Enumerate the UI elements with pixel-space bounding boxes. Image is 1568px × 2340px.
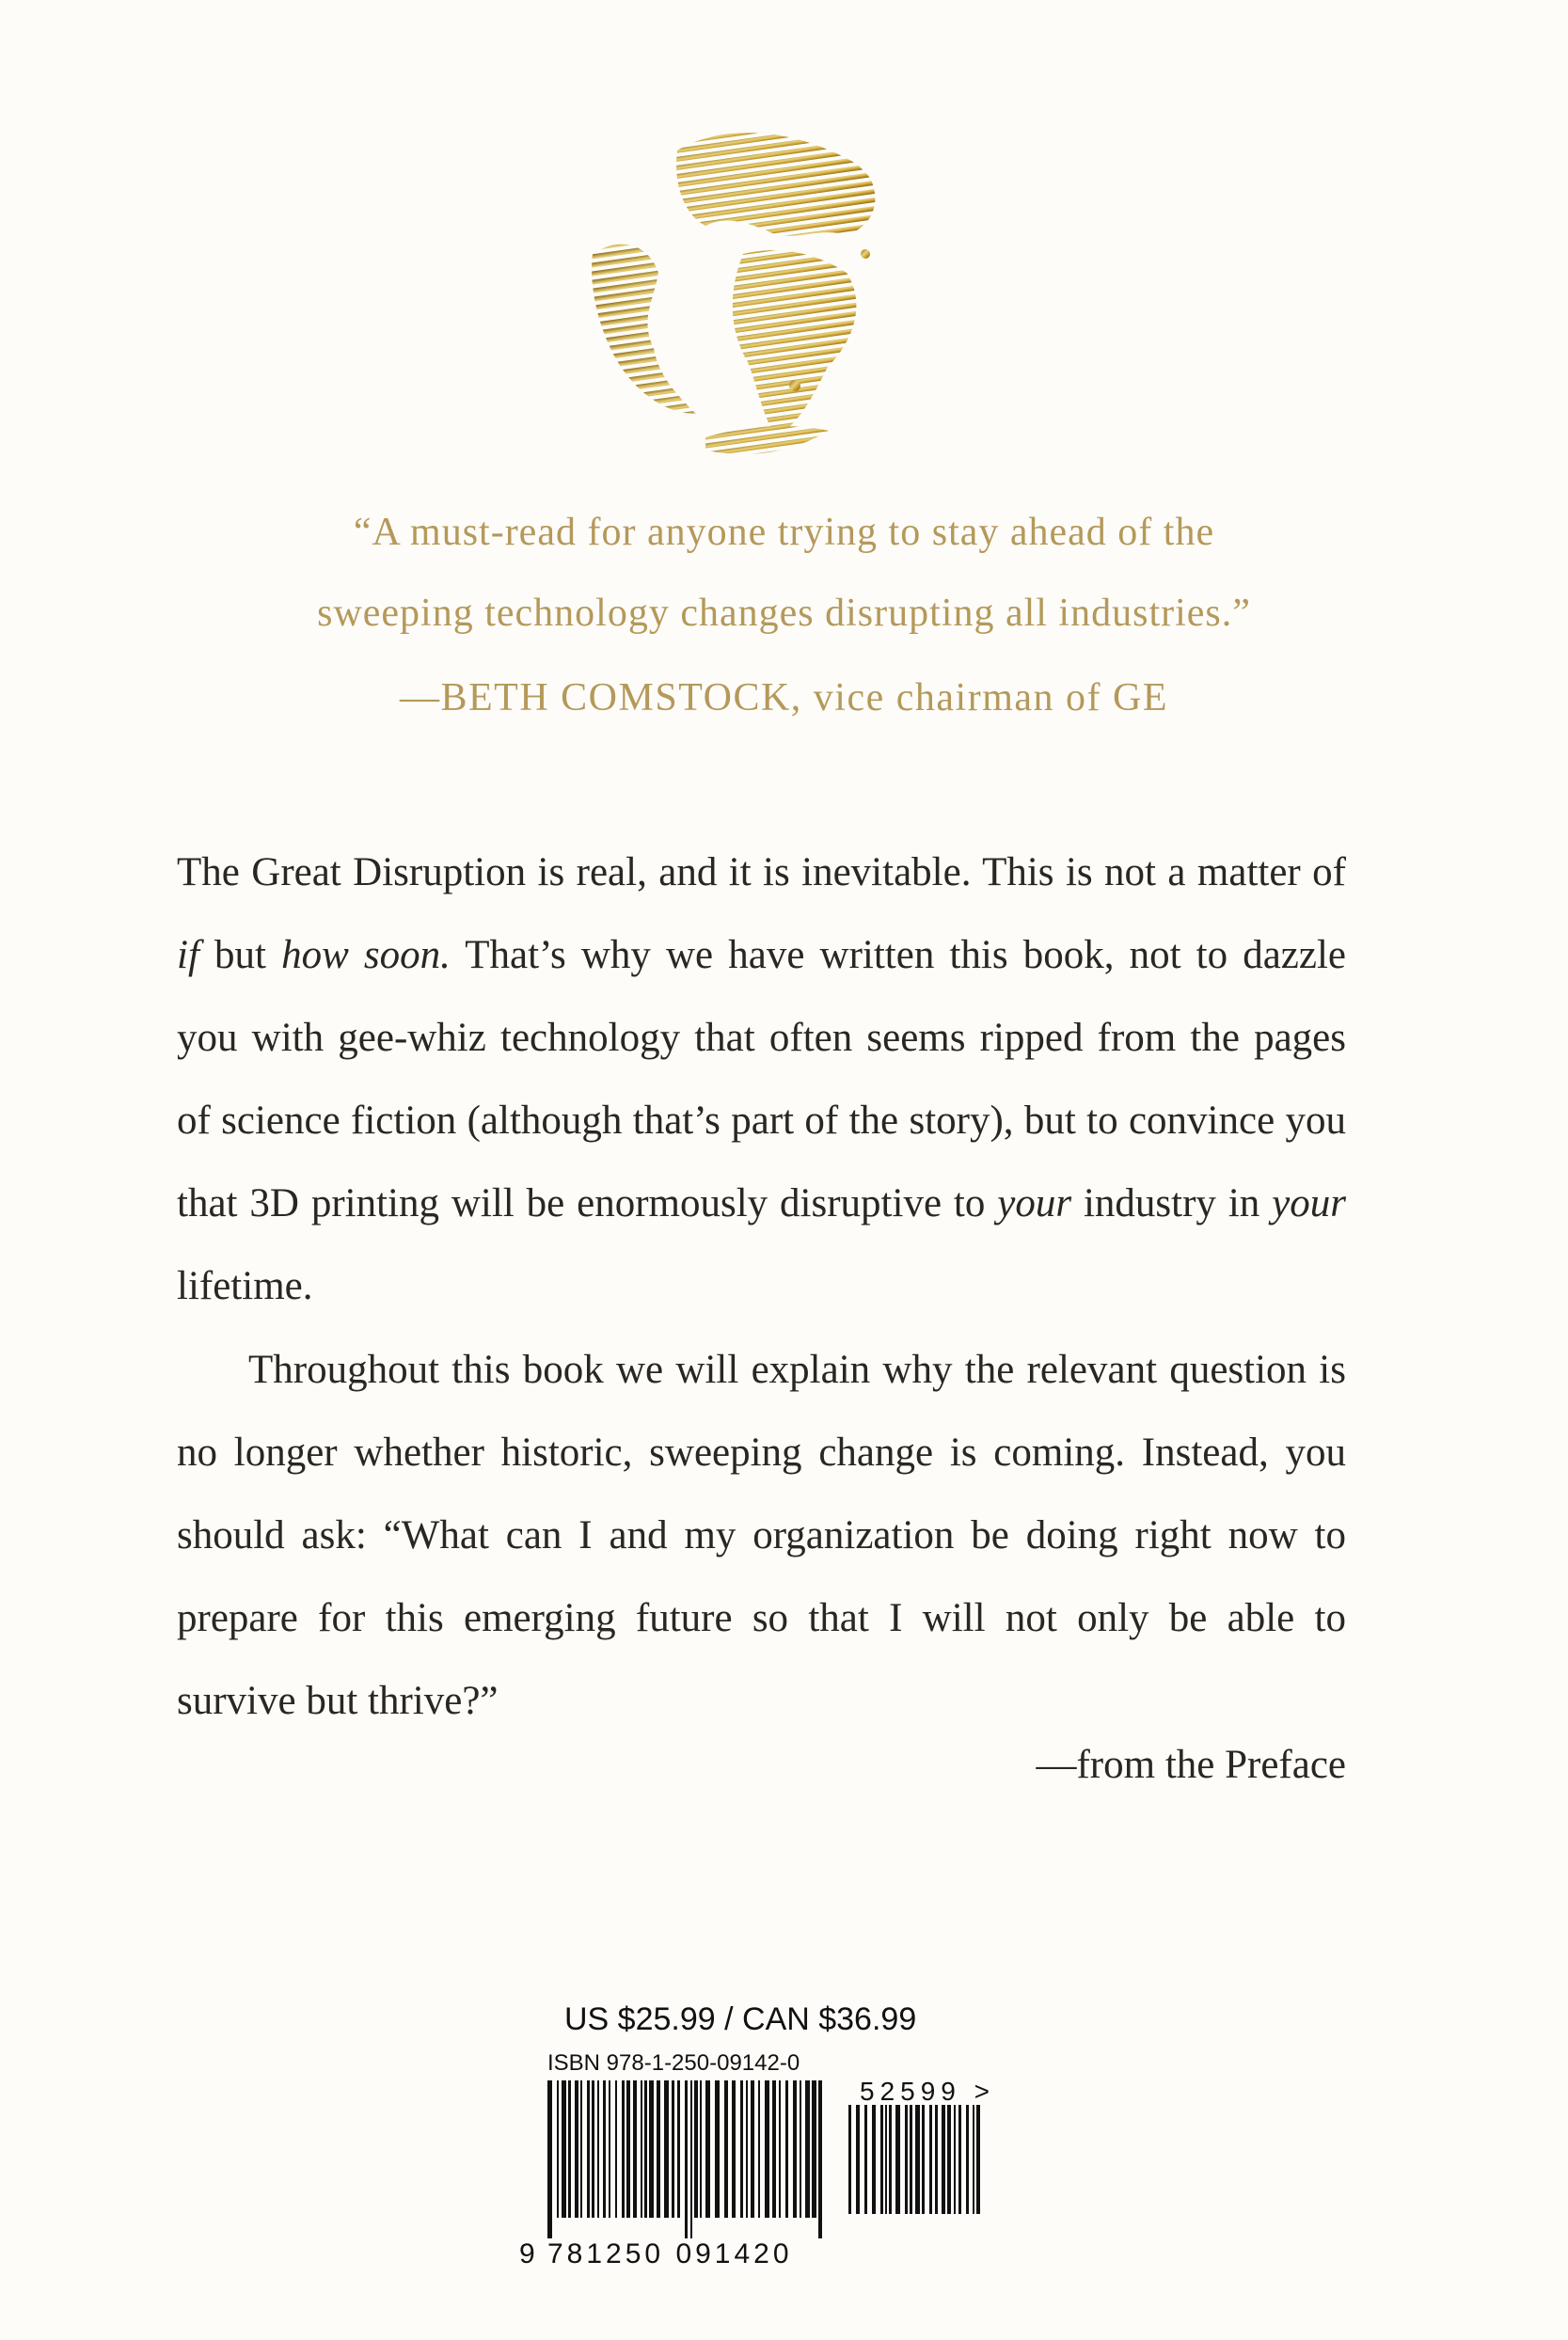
barcode-bar [622,2080,625,2218]
barcode-bar [732,2080,736,2218]
barcode-bar [910,2105,912,2214]
barcode-bar [880,2105,883,2214]
barcode-bar [592,2080,594,2218]
barcode-bar [872,2105,876,2214]
barcode-bar [800,2080,801,2218]
barcode-bar [818,2080,822,2238]
barcode-bar [905,2105,908,2214]
barcode-bar [700,2080,702,2218]
barcode-bar [966,2105,969,2214]
barcode-bar [751,2080,754,2218]
globe-emblem [564,113,922,470]
barcode-bar [633,2080,637,2218]
barcode-bar [580,2080,582,2218]
price-label: US $25.99 / CAN $36.99 [564,2001,917,2037]
barcode-bar [547,2080,552,2238]
addon-barcode [847,2105,988,2237]
isbn-label: ISBN 978-1-250-09142-0 [547,2050,800,2076]
barcode-bar [715,2080,720,2218]
barcode-bar [793,2080,797,2218]
barcode-bar [705,2080,710,2218]
barcode-bar [603,2080,606,2218]
barcode-bar [812,2080,816,2218]
barcode-bar [575,2080,578,2218]
barcode-bar [690,2080,692,2238]
barcode-bar [922,2105,925,2214]
ean-leading-digit: 9 [519,2238,539,2269]
preface-attribution: —from the Preface [1036,1743,1346,1787]
barcode-bar [664,2080,669,2218]
endorsement-attribution [0,675,1568,720]
barcode-bar [779,2080,781,2218]
barcode-bar [958,2105,961,2214]
blurb-paragraph-1: The Great Disruption is real, and it is inevitable. This is not a matter of if but how soon. That’s why we have written this book, not to dazzle you with gee-whiz technology that often seems ripped from the pages of science fiction (although that’s part of the story), but to convince you that 3D printing will be enormously disruptive to your industry in your lifetime. [177,850,1346,1308]
barcode-bar [657,2080,660,2218]
barcode-bar [805,2080,810,2218]
barcode-bar [935,2105,938,2214]
ean-digits: 781250 091420 [547,2238,793,2269]
barcode-bar [758,2080,760,2218]
barcode-bar [609,2080,610,2218]
barcode-bar [848,2105,851,2214]
barcode-bar [856,2105,860,2214]
blurb-paragraph-2: Throughout this book we will explain why the relevant question is no longer whether historic, sweeping change is coming. Instead, you should ask: “What can I and my organization be doing right now to prepare for this emerging future so that I will not only be able to survive but thrive?” [177,1348,1346,1723]
barcode-bar [562,2080,566,2218]
barcode-bar [641,2080,642,2218]
barcode-bar [568,2080,571,2218]
endorsement-quote-line-1: “A must-read for anyone trying to stay ahead of the [353,511,1215,554]
barcode-bar [694,2080,698,2218]
barcode-bar [885,2105,887,2214]
barcode-bar [864,2105,867,2214]
endorser-title: vice chairman of GE [813,676,1168,719]
addon-digits: 52599 > [860,2077,995,2106]
barcode-bar [915,2105,920,2214]
barcode-bar [677,2080,680,2218]
barcode-bar [724,2080,728,2218]
barcode-bar [746,2080,748,2218]
barcode-bar [740,2080,743,2218]
barcode-bar [785,2080,788,2218]
barcode-bar [772,2080,776,2218]
barcode-bar [895,2105,900,2214]
barcode-bar [672,2080,674,2218]
barcode-bar [929,2105,932,2214]
barcode-bar [976,2105,980,2214]
endorsement-quote-line-2: sweeping technology changes disrupting all industries.” [317,592,1251,635]
barcode-bar [649,2080,654,2218]
barcode-bar [597,2080,599,2218]
barcode-bar [626,2080,630,2218]
barcode-bar [954,2105,956,2214]
barcode-bar [685,2080,688,2238]
barcode-bar [644,2080,647,2218]
endorser-name: —BETH COMSTOCK, [400,676,802,719]
barcode-bar [557,2080,559,2218]
barcode-bar [615,2080,617,2218]
barcode-bar [942,2105,945,2214]
ean-barcode [546,2080,828,2240]
barcode-bar [947,2105,951,2214]
barcode-bar [889,2105,892,2214]
barcode-bar [587,2080,590,2218]
barcode-bar [765,2080,769,2218]
barcode-bar [973,2105,974,2214]
